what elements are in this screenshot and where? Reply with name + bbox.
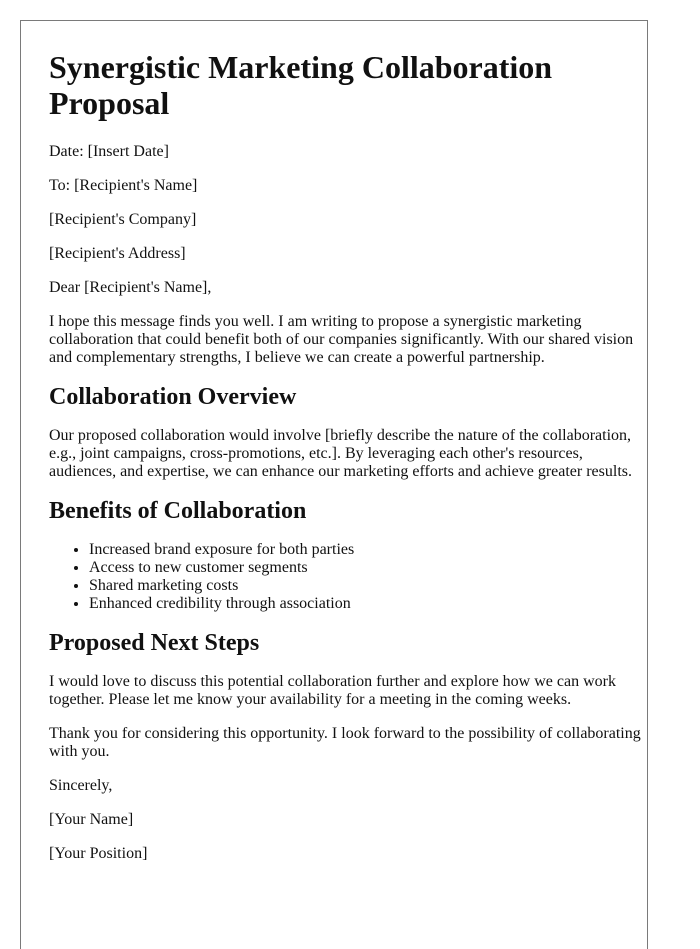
intro-paragraph: I hope this message finds you well. I am writing to propose a synergistic marketing collaboration that could benefit both of our companies significantly. With our shared vision and complementary strengths, I believe we can create a powerful partnership. (49, 313, 634, 366)
benefit-item: • Shared marketing costs (89, 577, 647, 595)
overview-paragraph: Our proposed collaboration would involve [briefly describe the nature of the collaboration, e.g., joint campaigns, cross-promotions, etc.]. By leveraging each other's resources, audiences, and expertise, we can enhance our marketing efforts and achieve greater results. (49, 427, 632, 480)
recipient-address-line: [Recipient's Address] (49, 245, 186, 262)
salutation: Dear [Recipient's Name], (49, 279, 212, 296)
benefit-item: • Access to new customer segments (89, 559, 647, 577)
closing-block (49, 725, 647, 863)
benefits-heading: Benefits of Collaboration (49, 498, 307, 524)
letter-header (49, 143, 647, 297)
benefits-list (49, 541, 647, 613)
letter-title: Synergistic Marketing Collaboration Proposal (49, 49, 553, 121)
benefit-item: • Enhanced credibility through association (89, 595, 647, 613)
date-line: Date: [Insert Date] (49, 143, 169, 160)
recipient-company-line: [Recipient's Company] (49, 211, 197, 228)
your-position-line: [Your Position] (49, 845, 148, 862)
letter-page (20, 20, 648, 949)
recipient-name-line: To: [Recipient's Name] (49, 177, 198, 194)
your-name-line: [Your Name] (49, 811, 134, 828)
next-steps-heading: Proposed Next Steps (49, 630, 260, 656)
signoff: Sincerely, (49, 777, 113, 794)
overview-heading: Collaboration Overview (49, 384, 297, 410)
benefit-item: • Increased brand exposure for both parties (89, 541, 647, 559)
next-steps-paragraph: I would love to discuss this potential collaboration further and explore how we can work together. Please let me know your availability for a meeting in the coming weeks. (49, 673, 616, 708)
thanks-paragraph: Thank you for considering this opportunity. I look forward to the possibility of collaborating with you. (49, 725, 641, 760)
